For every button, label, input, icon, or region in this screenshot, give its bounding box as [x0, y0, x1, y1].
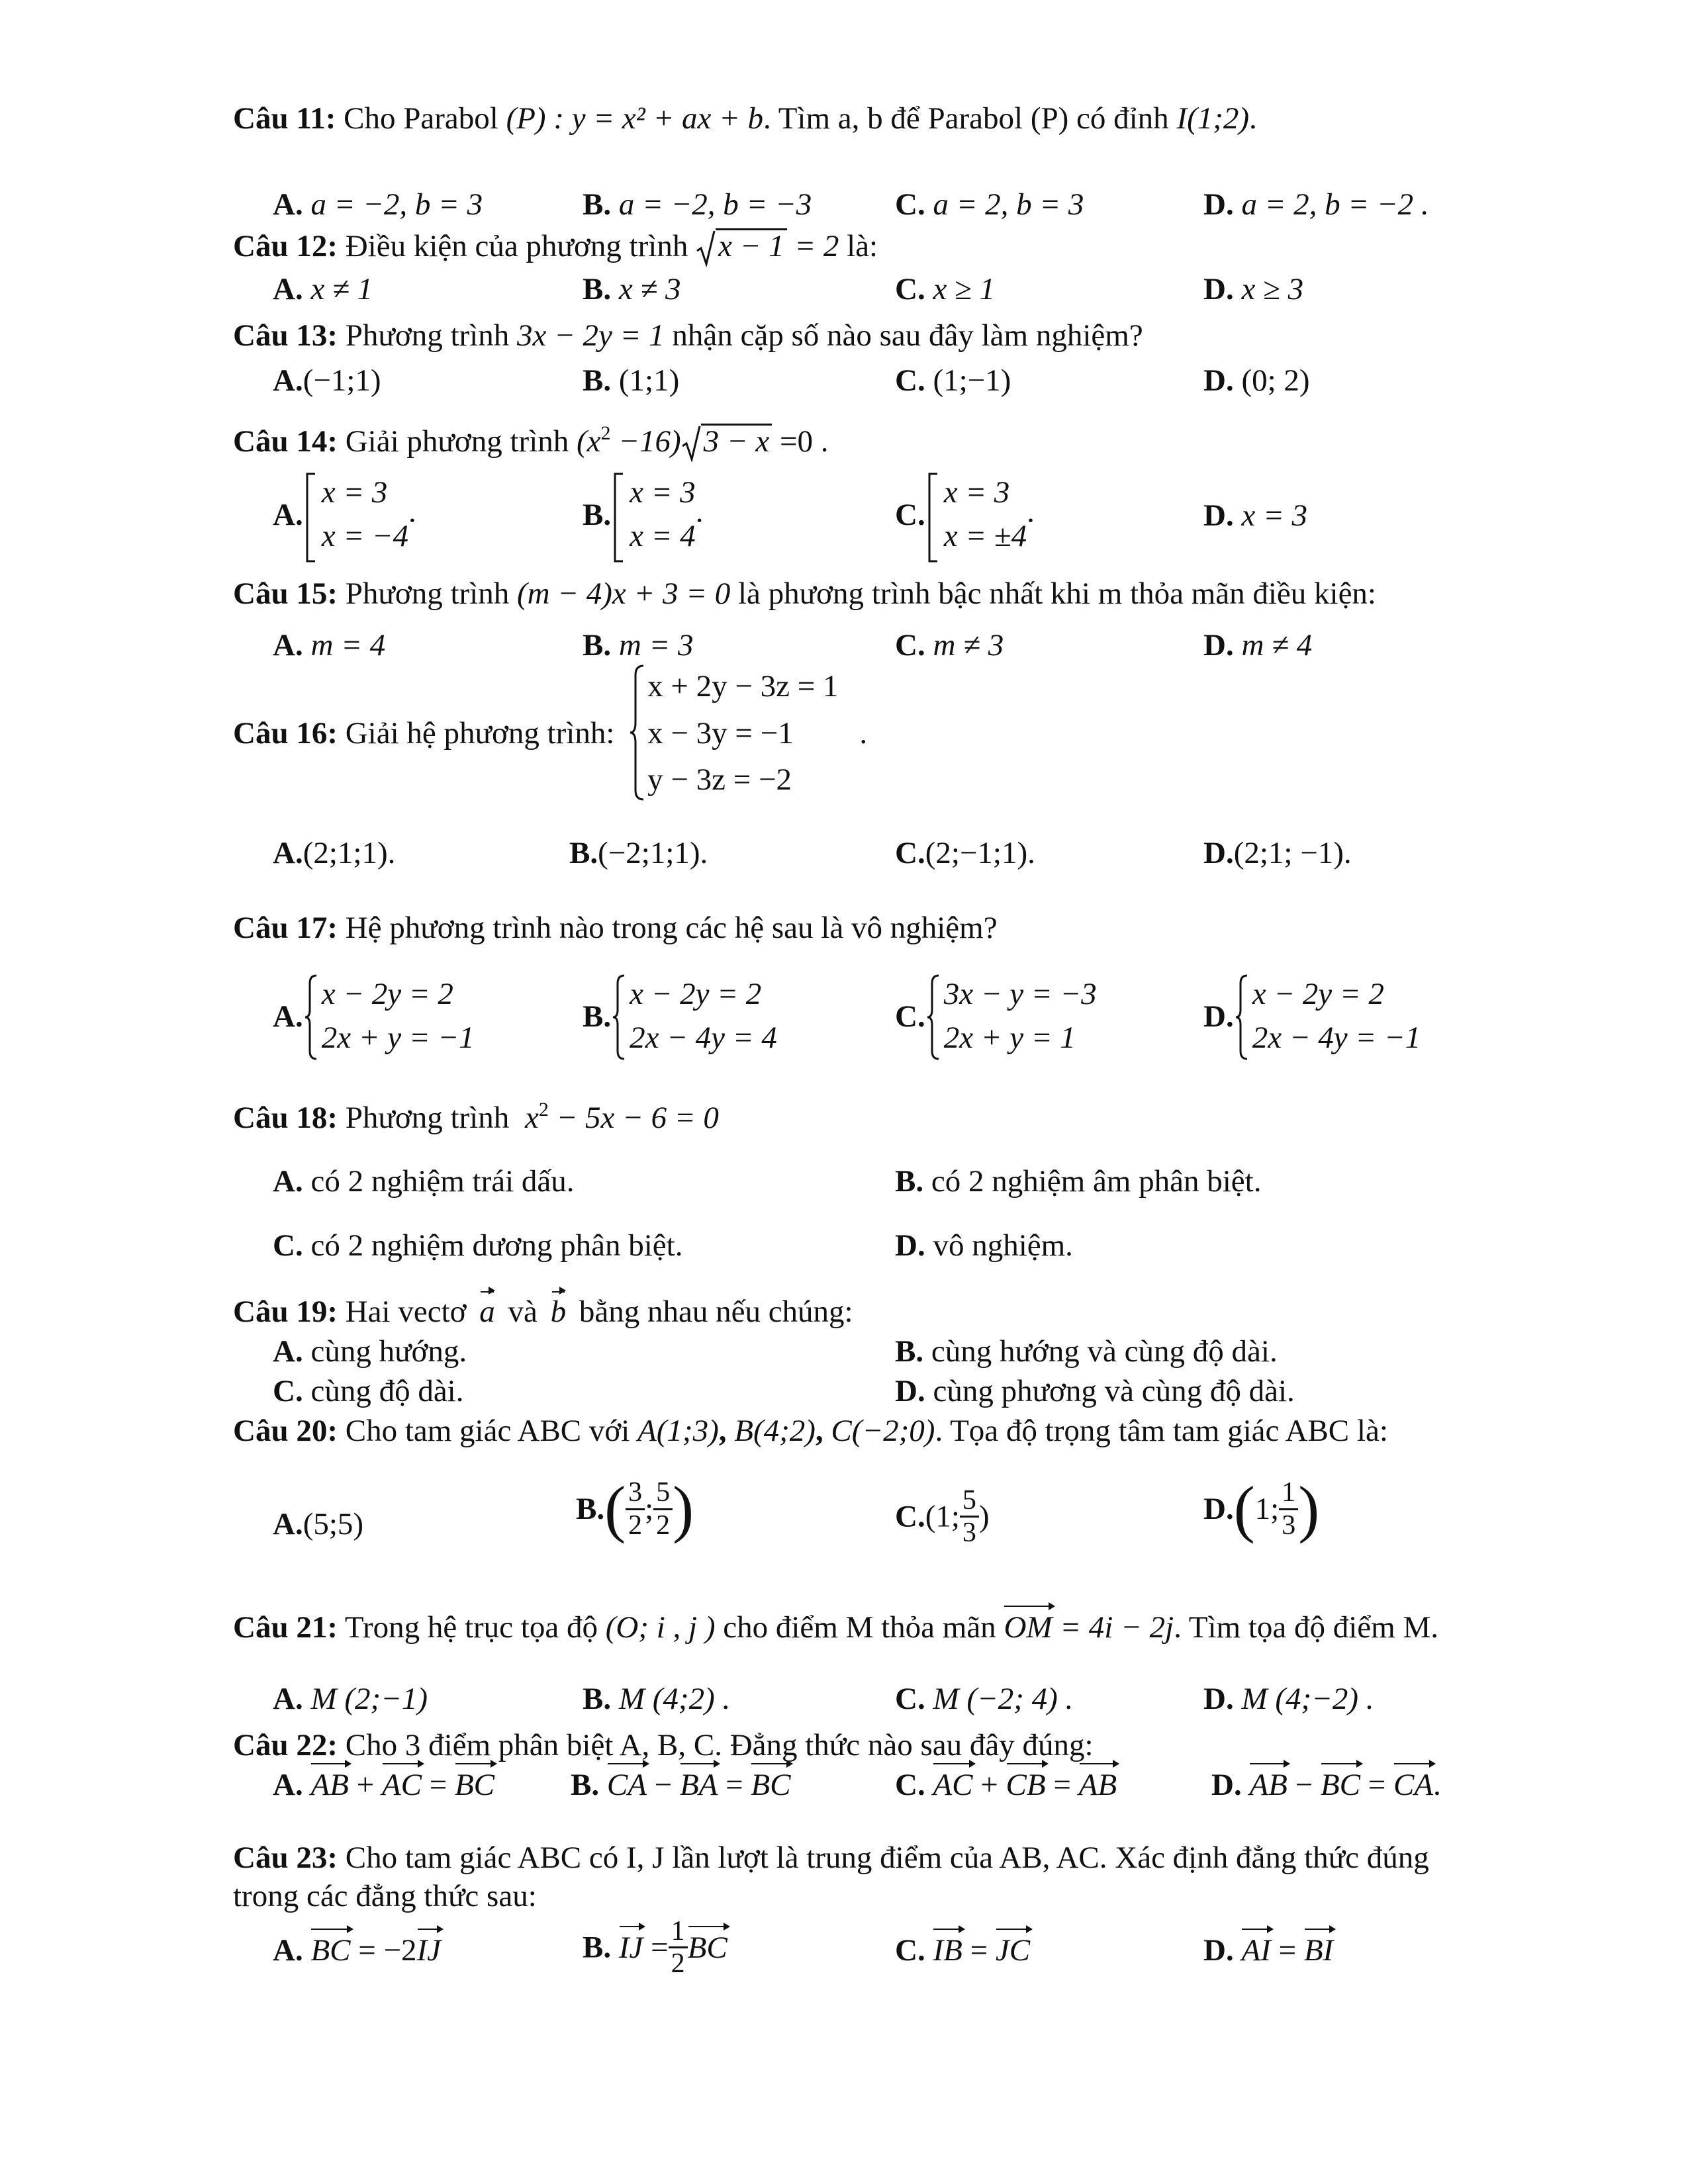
solution-row: x = 3 [630, 475, 696, 510]
question-text: Cho tam giác ABC với [345, 1414, 630, 1448]
option-value: có 2 nghiệm âm phân biệt. [931, 1164, 1262, 1199]
system-row: x − 2y = 2 [630, 977, 762, 1011]
system-row: 2x + y = 1 [943, 1020, 1076, 1055]
option-label: A. [273, 1164, 303, 1199]
question-text: . Tìm a, b để Parabol (P) có đỉnh [763, 101, 1169, 136]
numerator: 5 [960, 1485, 979, 1518]
question-22 [233, 1727, 1094, 1763]
question-text: là: [847, 229, 878, 263]
solution-row: x = 3 [943, 475, 1010, 510]
vector: BC [1320, 1768, 1360, 1802]
option-d[interactable] [1203, 835, 1352, 871]
system-row: 3x − y = −3 [943, 977, 1097, 1011]
vector: BC [751, 1768, 791, 1802]
option-value: (5;5) [303, 1507, 364, 1541]
fraction [1279, 1477, 1298, 1540]
question-text: Phương trình [345, 576, 510, 611]
question-13 [233, 318, 1143, 353]
option-label: B. [583, 363, 612, 398]
denominator: 3 [962, 1518, 976, 1549]
denominator: 2 [656, 1510, 671, 1541]
equation: = 4i − 2j [1060, 1610, 1174, 1645]
question-17 [233, 910, 998, 946]
option-a[interactable] [273, 1163, 575, 1199]
option-value: cùng phương và cùng độ dài. [933, 1374, 1295, 1408]
question-18 [233, 1099, 719, 1136]
vector: IJ [416, 1933, 442, 1968]
option-label: C. [895, 628, 925, 662]
option-label: B. [895, 1334, 924, 1369]
option-label: D. [895, 1228, 925, 1263]
question-label: Câu 14: [233, 424, 338, 459]
question-21 [233, 1610, 1438, 1645]
vertex: I(1;2) [1176, 101, 1250, 136]
solution-row: x = ±4 [943, 518, 1027, 553]
question-11 [233, 101, 1257, 136]
operator: = [1278, 1933, 1297, 1968]
option-b[interactable] [583, 973, 777, 1060]
operator: + [356, 1768, 375, 1802]
option-label: A. [273, 1682, 303, 1716]
vector: BC [687, 1930, 727, 1965]
option-c[interactable] [895, 627, 1004, 663]
option-label: B. [583, 999, 612, 1034]
operator: = [970, 1933, 988, 1968]
sqrt-expression [696, 228, 787, 264]
question-text: Phương trình [345, 318, 510, 353]
option-label: A. [273, 836, 303, 870]
option-a[interactable] [273, 1933, 441, 1968]
option-label: A. [273, 628, 303, 662]
paren: ) [673, 1473, 694, 1544]
vector: BC [310, 1933, 351, 1968]
option-d[interactable] [1203, 1681, 1374, 1717]
question-text: Hai vectơ [345, 1295, 467, 1329]
option-label: C. [895, 497, 925, 532]
option-label: C. [895, 363, 925, 398]
system-row: x − 2y = 2 [1252, 977, 1384, 1011]
question-label: Câu 13: [233, 318, 338, 353]
option-a[interactable] [273, 973, 475, 1060]
question-label: Câu 16: [233, 715, 338, 751]
system-row: 2x − 4y = −1 [1252, 1020, 1421, 1055]
solution-set [611, 471, 696, 559]
option-value: m = 3 [618, 628, 694, 662]
option-value: M (2;−1) [310, 1682, 428, 1716]
option-label: D. [1203, 187, 1234, 222]
sqrt-expression [681, 424, 773, 459]
option-value: có 2 nghiệm trái dấu. [310, 1164, 575, 1199]
option-b[interactable] [583, 187, 812, 222]
option-b[interactable] [895, 1163, 1261, 1199]
vector: CB [1006, 1768, 1046, 1802]
option-b[interactable] [583, 1681, 730, 1717]
operator: − [1295, 1768, 1313, 1802]
question-19 [233, 1294, 853, 1330]
question-label: Câu 12: [233, 229, 338, 263]
question-text: Cho tam giác ABC có I, J lần lượt là trung điểm của AB, AC. Xác định đẳng thức đúng [345, 1841, 1429, 1875]
vector: AC [933, 1768, 973, 1802]
operator: = [726, 1768, 743, 1802]
equation: − 5x − 6 = 0 [548, 1101, 719, 1135]
question-label: Câu 21: [233, 1610, 338, 1645]
operator: = [429, 1768, 447, 1802]
option-label: A. [273, 497, 303, 532]
option-a[interactable] [273, 835, 395, 871]
option-label: A. [273, 187, 303, 222]
equation: x [524, 1101, 539, 1135]
option-d[interactable] [1203, 363, 1310, 398]
option-c[interactable] [895, 363, 1011, 398]
question-text: là phương trình bậc nhất khi m thỏa mãn điều kiện: [737, 576, 1376, 611]
option-label: A. [273, 999, 303, 1034]
question-text: bằng nhau nếu chúng: [579, 1295, 853, 1329]
question-text: Phương trình [345, 1101, 510, 1135]
option-label: B. [583, 272, 612, 306]
equation-system [303, 973, 475, 1060]
option-c[interactable] [273, 1228, 682, 1263]
question-text: trong các đẳng thức sau: [233, 1879, 537, 1913]
question-label: Câu 22: [233, 1728, 338, 1762]
option-label: C. [895, 999, 925, 1034]
question-text: Giải hệ phương trình: [345, 715, 615, 751]
option-value: m ≠ 4 [1241, 628, 1313, 662]
vector-b: b [550, 1295, 567, 1329]
operator: − [654, 1768, 673, 1802]
system-row: x + 2y − 3z = 1 [647, 669, 839, 704]
question-text: . Tìm tọa độ điểm M. [1174, 1610, 1439, 1645]
operator: = [651, 1930, 669, 1965]
solution-row: x = −4 [321, 518, 408, 553]
question-text: và [508, 1295, 538, 1329]
point-b: B(4;2) [734, 1414, 816, 1448]
question-20 [233, 1413, 1388, 1449]
system-row: y − 3z = −2 [647, 762, 792, 797]
option-value: x = 3 [1241, 498, 1308, 533]
solution-set [925, 471, 1027, 559]
option-c[interactable] [895, 1485, 990, 1548]
option-b[interactable] [569, 835, 708, 871]
period: . [1433, 1768, 1441, 1802]
system-row: 2x + y = −1 [321, 1020, 475, 1055]
option-value: (2;1;1). [303, 836, 396, 870]
paren: ( [604, 1473, 626, 1544]
point-a: A(1;3) [637, 1414, 719, 1448]
question-23 [233, 1840, 1429, 1876]
option-label: C. [895, 836, 925, 870]
operator: + [980, 1768, 998, 1802]
point-c: C(−2;0) [831, 1414, 935, 1448]
option-b[interactable] [583, 363, 679, 398]
option-label: C. [895, 1499, 925, 1534]
option-value: (−1;1) [303, 363, 381, 398]
comma: , [718, 1414, 727, 1448]
option-a[interactable] [273, 363, 381, 398]
option-label: C. [895, 1933, 925, 1968]
vector: IB [933, 1933, 962, 1968]
equation-system [629, 663, 838, 803]
numerator: 1 [669, 1916, 688, 1948]
option-value: m ≠ 3 [933, 628, 1004, 662]
option-c[interactable] [895, 835, 1035, 871]
numerator: 5 [653, 1477, 673, 1510]
fraction [669, 1916, 688, 1979]
option-a[interactable]: A. x = 3 x = −4 . [273, 471, 416, 559]
option-b[interactable] [583, 627, 694, 663]
paren: ( [1233, 1473, 1255, 1544]
option-b[interactable] [571, 1767, 790, 1803]
question-label: Câu 17: [233, 911, 338, 945]
equation: (P) : y = x² + ax + b [506, 101, 764, 136]
vector: BI [1303, 1933, 1334, 1968]
denominator: 3 [1282, 1510, 1296, 1541]
option-a[interactable] [273, 271, 373, 307]
option-label: B. [583, 497, 612, 532]
option-value: M (4;2) . [618, 1682, 731, 1716]
paren: ) [1298, 1473, 1320, 1544]
option-a[interactable] [273, 627, 385, 663]
period: . [1249, 101, 1257, 136]
fraction [960, 1485, 979, 1548]
option-label: C. [273, 1374, 303, 1408]
option-label: D. [1203, 999, 1234, 1034]
option-b[interactable] [895, 1334, 1278, 1369]
equation: −16) [610, 424, 681, 459]
option-b[interactable] [583, 1916, 727, 1979]
option-label: A. [273, 363, 303, 398]
option-c[interactable] [273, 1373, 463, 1409]
option-label: D. [1203, 1682, 1234, 1716]
option-value: a = 2, b = 3 [933, 187, 1084, 222]
radicand: x − 1 [716, 228, 787, 263]
solution-set [303, 471, 408, 559]
option-value: a = −2, b = 3 [310, 187, 483, 222]
option-d[interactable] [1203, 1473, 1320, 1544]
option-label: B. [569, 836, 598, 870]
fraction [626, 1477, 645, 1540]
period: . [859, 715, 868, 751]
separator: ; [645, 1492, 654, 1526]
option-value: x ≥ 1 [933, 272, 996, 306]
vector: CA [606, 1768, 647, 1802]
option-label: B. [583, 1682, 612, 1716]
coordinate-system: (O; i , j ) [605, 1610, 716, 1645]
question-label: Câu 19: [233, 1295, 338, 1329]
option-label: A. [273, 1768, 303, 1802]
question-text: nhận cặp số nào sau đây làm nghiệm? [672, 318, 1143, 353]
option-label: B. [895, 1164, 924, 1199]
option-value: x ≥ 3 [1241, 272, 1304, 306]
option-label: D. [895, 1374, 925, 1408]
question-label: Câu 15: [233, 576, 338, 611]
solution-row: x = 3 [321, 475, 388, 510]
comma: , [815, 1414, 823, 1448]
question-label: Câu 23: [233, 1841, 338, 1875]
option-d[interactable] [1203, 187, 1429, 222]
option-value: M (−2; 4) . [933, 1682, 1074, 1716]
question-14 [233, 422, 828, 459]
vector: AB [310, 1768, 349, 1802]
equation-system [925, 973, 1097, 1060]
option-d[interactable] [895, 1228, 1073, 1263]
option-c[interactable] [895, 1767, 1117, 1803]
option-value: a = −2, b = −3 [618, 187, 812, 222]
option-label: A. [273, 1507, 303, 1541]
denominator: 2 [628, 1510, 643, 1541]
option-label: B. [583, 1930, 612, 1965]
question-12 [233, 228, 878, 264]
numerator: 3 [626, 1477, 645, 1510]
option-b[interactable] [583, 271, 681, 307]
option-label: C. [895, 1768, 925, 1802]
question-23-continued [233, 1878, 537, 1914]
equation-rhs: = 2 [794, 229, 839, 263]
system-row: 2x − 4y = 4 [630, 1020, 777, 1055]
option-label: D. [1203, 1933, 1234, 1968]
option-label: D. [1203, 272, 1234, 306]
operator: = [1053, 1768, 1071, 1802]
option-value: (1; [925, 1499, 960, 1534]
option-c[interactable] [895, 187, 1084, 222]
option-value: ) [978, 1499, 990, 1534]
radicand: 3 − x [701, 424, 773, 458]
option-c[interactable] [895, 1681, 1073, 1717]
equation-system [611, 973, 777, 1060]
operator: = −2 [358, 1933, 417, 1968]
option-value: (2;−1;1). [925, 836, 1035, 870]
option-label: D. [1203, 628, 1234, 662]
option-d[interactable] [1203, 627, 1312, 663]
question-text: Giải phương trình [345, 424, 569, 459]
option-label: B. [583, 628, 612, 662]
option-label: D. [1211, 1768, 1242, 1802]
system-row: x − 3y = −1 [647, 715, 794, 751]
option-d[interactable] [1203, 498, 1307, 533]
option-value: (−2;1;1). [598, 836, 708, 870]
equation: (m − 4)x + 3 = 0 [516, 576, 731, 611]
operator: = [1368, 1768, 1386, 1802]
option-d[interactable] [1203, 271, 1303, 307]
option-a[interactable] [273, 187, 483, 222]
question-label: Câu 18: [233, 1101, 338, 1135]
option-b[interactable]: B. x = 3 x = 4 . [583, 471, 703, 559]
solution-row: x = 4 [630, 518, 696, 553]
question-text: Cho 3 điểm phân biệt A, B, C. Đẳng thức nào sau đây đúng: [345, 1728, 1094, 1762]
fraction [653, 1477, 673, 1540]
question-text: cho điểm M thỏa mãn [723, 1610, 996, 1645]
option-b[interactable] [576, 1473, 694, 1544]
option-value: (1;1) [618, 363, 680, 398]
option-label: D. [1203, 363, 1234, 398]
vector: AB [1249, 1768, 1288, 1802]
vector-om: OM [1004, 1610, 1053, 1645]
option-d[interactable] [1203, 1933, 1333, 1968]
vector: AI [1241, 1933, 1271, 1968]
exponent: 2 [538, 1099, 549, 1120]
question-text: Trong hệ trục tọa độ [344, 1610, 598, 1645]
option-value: x ≠ 3 [618, 272, 681, 306]
option-label: B. [571, 1768, 600, 1802]
question-label: Câu 11: [233, 101, 336, 136]
denominator: 2 [671, 1948, 685, 1979]
option-label: B. [583, 187, 612, 222]
vector: BA [679, 1768, 718, 1802]
equation: =0 . [772, 424, 829, 459]
option-d[interactable] [1211, 1767, 1441, 1803]
numerator: 1 [1279, 1477, 1298, 1510]
option-label: A. [273, 272, 303, 306]
equation: (x [577, 424, 601, 459]
vector: CA [1393, 1768, 1434, 1802]
option-a[interactable] [273, 1767, 494, 1803]
equation-system [1234, 973, 1421, 1060]
vector: IJ [618, 1930, 643, 1965]
vector-a: a [479, 1295, 495, 1329]
option-label: D. [1203, 1492, 1234, 1526]
option-d[interactable] [1203, 973, 1421, 1060]
option-value: M (4;−2) . [1241, 1682, 1374, 1716]
option-value: vô nghiệm. [933, 1228, 1073, 1263]
option-value: m = 4 [310, 628, 386, 662]
option-a[interactable] [273, 1334, 467, 1369]
vector: JC [995, 1933, 1031, 1968]
vector: AB [1078, 1768, 1117, 1802]
option-a[interactable] [273, 1681, 428, 1717]
option-value: (2;1; −1). [1233, 836, 1352, 870]
option-value: cùng độ dài. [310, 1374, 464, 1408]
option-value: a = 2, b = −2 . [1241, 187, 1429, 222]
question-label: Câu 20: [233, 1414, 338, 1448]
vector: BC [454, 1768, 495, 1802]
option-label: B. [576, 1492, 605, 1526]
option-value: cùng hướng. [310, 1334, 467, 1369]
option-d[interactable] [895, 1373, 1295, 1409]
option-value: 1; [1254, 1492, 1280, 1526]
equation: 3x − 2y = 1 [516, 318, 665, 353]
question-15 [233, 576, 1376, 612]
option-c[interactable] [895, 1933, 1030, 1968]
option-value: cùng hướng và cùng độ dài. [931, 1334, 1278, 1369]
question-text: . Tọa độ trọng tâm tam giác ABC là: [935, 1414, 1388, 1448]
option-value: x ≠ 1 [310, 272, 373, 306]
option-label: A. [273, 1933, 303, 1968]
option-label: D. [1203, 836, 1234, 870]
question-16 [233, 663, 867, 803]
question-text: Điều kiện của phương trình [345, 229, 688, 263]
option-label: C. [895, 272, 925, 306]
vector: AC [381, 1768, 422, 1802]
option-label: A. [273, 1334, 303, 1369]
option-label: C. [895, 1682, 925, 1716]
option-a[interactable] [273, 1506, 363, 1542]
question-text: Cho Parabol [344, 101, 498, 136]
option-c[interactable] [895, 271, 995, 307]
option-value: (1;−1) [933, 363, 1011, 398]
option-label: C. [895, 187, 925, 222]
option-label: D. [1203, 498, 1234, 533]
option-c[interactable]: C. x = 3 x = ±4 . [895, 471, 1035, 559]
exponent: 2 [600, 422, 611, 444]
system-row: x − 2y = 2 [321, 977, 453, 1011]
option-label: C. [273, 1228, 303, 1263]
option-value: (0; 2) [1241, 363, 1310, 398]
question-text: Hệ phương trình nào trong các hệ sau là vô nghiệm? [345, 911, 998, 945]
option-c[interactable] [895, 973, 1097, 1060]
option-value: có 2 nghiệm dương phân biệt. [310, 1228, 683, 1263]
